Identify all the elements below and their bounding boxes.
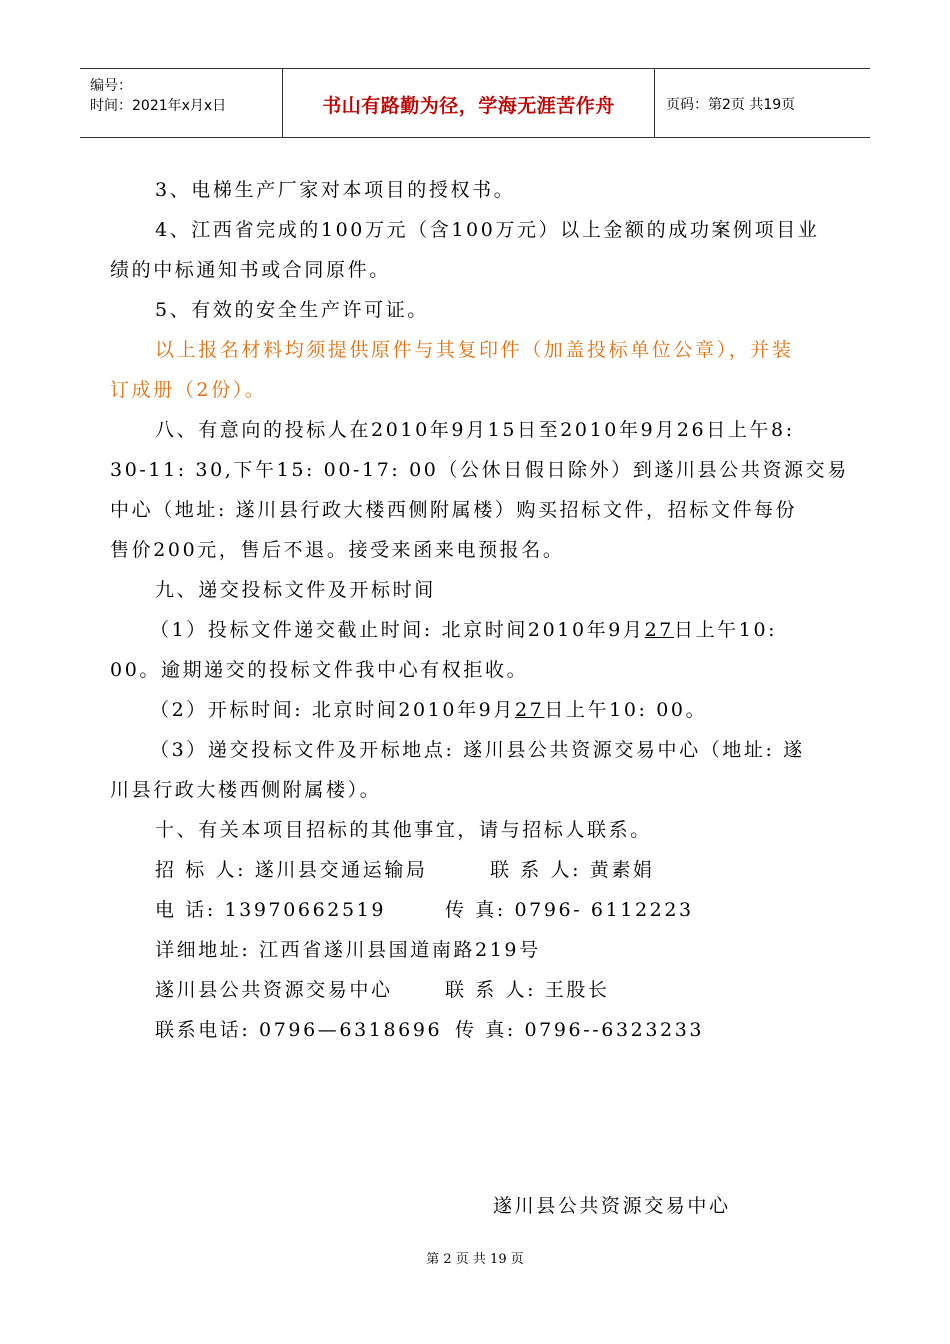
section-8-line-3: 中心（地址: 遂川县行政大楼西侧附属楼）购买招标文件，招标文件每份: [110, 499, 798, 521]
section-9-2: [150, 698, 890, 722]
header-motto: 书山有路勤为径，学海无涯苦作舟: [322, 95, 615, 117]
signature: 遂川县公共资源交易中心: [493, 1195, 731, 1217]
item-4-line-2: 绩的中标通知书或合同原件。: [110, 259, 391, 281]
tenderer-phone: 电 话: 13970662519: [155, 899, 387, 921]
section-8-line-4: 售价200元，售后不退。接受来函来电预报名。: [110, 539, 565, 561]
center-fax: 传 真: 0796--6323233: [455, 1019, 705, 1041]
center-contact: 联 系 人: 王股长: [445, 979, 610, 1001]
header-info-cell: [80, 69, 282, 137]
section-9-title: 九、递交投标文件及开标时间: [155, 579, 436, 601]
section-9-1-line-1: [150, 618, 890, 642]
deadline-text: （1）投标文件递交截止时间: 北京时间2010年9月: [150, 619, 645, 641]
note-line-2: 订成册（2份）。: [110, 379, 267, 401]
opening-day: 27: [514, 699, 545, 721]
header-divider: [654, 69, 655, 137]
page-header: [80, 68, 870, 138]
tenderer-address: 详细地址: 江西省遂川县国道南路219号: [155, 939, 541, 961]
time-label: 时间：2021年x月x日: [90, 98, 227, 114]
item-5: 5、有效的安全生产许可证。: [155, 299, 429, 321]
center-phone: 联系电话: 0796—6318696: [155, 1019, 443, 1041]
tenderer-contact: 联 系 人: 黄素娟: [490, 859, 655, 881]
tenderer-label: 招 标 人: 遂川县交通运输局: [155, 859, 428, 881]
section-8-line-1: 八、有意向的投标人在2010年9月15日至2010年9月26日上午8:: [155, 419, 795, 441]
section-8-line-2: 30-11: 30,下午15: 00-17: 00（公休日假日除外）到遂川县公共资源交易: [110, 459, 849, 481]
item-3: 3、电梯生产厂家对本项目的授权书。: [155, 179, 516, 201]
section-9-1-line-2: 00。逾期递交的投标文件我中心有权拒收。: [110, 659, 529, 681]
opening-text: （2）开标时间: 北京时间2010年9月: [150, 699, 515, 721]
number-label: 编号：: [90, 78, 132, 94]
note-line-1: 以上报名材料均须提供原件与其复印件（加盖投标单位公章），并装: [155, 339, 794, 361]
tenderer-fax: 传 真: 0796- 6112223: [445, 899, 694, 921]
item-4-line-1: 4、江西省完成的100万元（含100万元）以上金额的成功案例项目业: [155, 219, 820, 241]
deadline-day: 27: [644, 619, 674, 641]
page-footer: 第 2 页 共 19 页: [426, 1252, 524, 1267]
section-10: 十、有关本项目招标的其他事宜，请与招标人联系。: [155, 819, 652, 841]
section-9-3-line-2: 川县行政大楼西侧附属楼）。: [110, 779, 382, 801]
section-9-3-line-1: （3）递交投标文件及开标地点: 遂川县公共资源交易中心（地址: 遂: [150, 739, 805, 761]
deadline-time: 日上午10:: [673, 619, 778, 641]
center-name: 遂川县公共资源交易中心: [155, 979, 393, 1001]
header-page-label: 页码：第2页 共19页: [666, 97, 796, 113]
opening-time: 日上午10: 00。: [544, 699, 708, 721]
